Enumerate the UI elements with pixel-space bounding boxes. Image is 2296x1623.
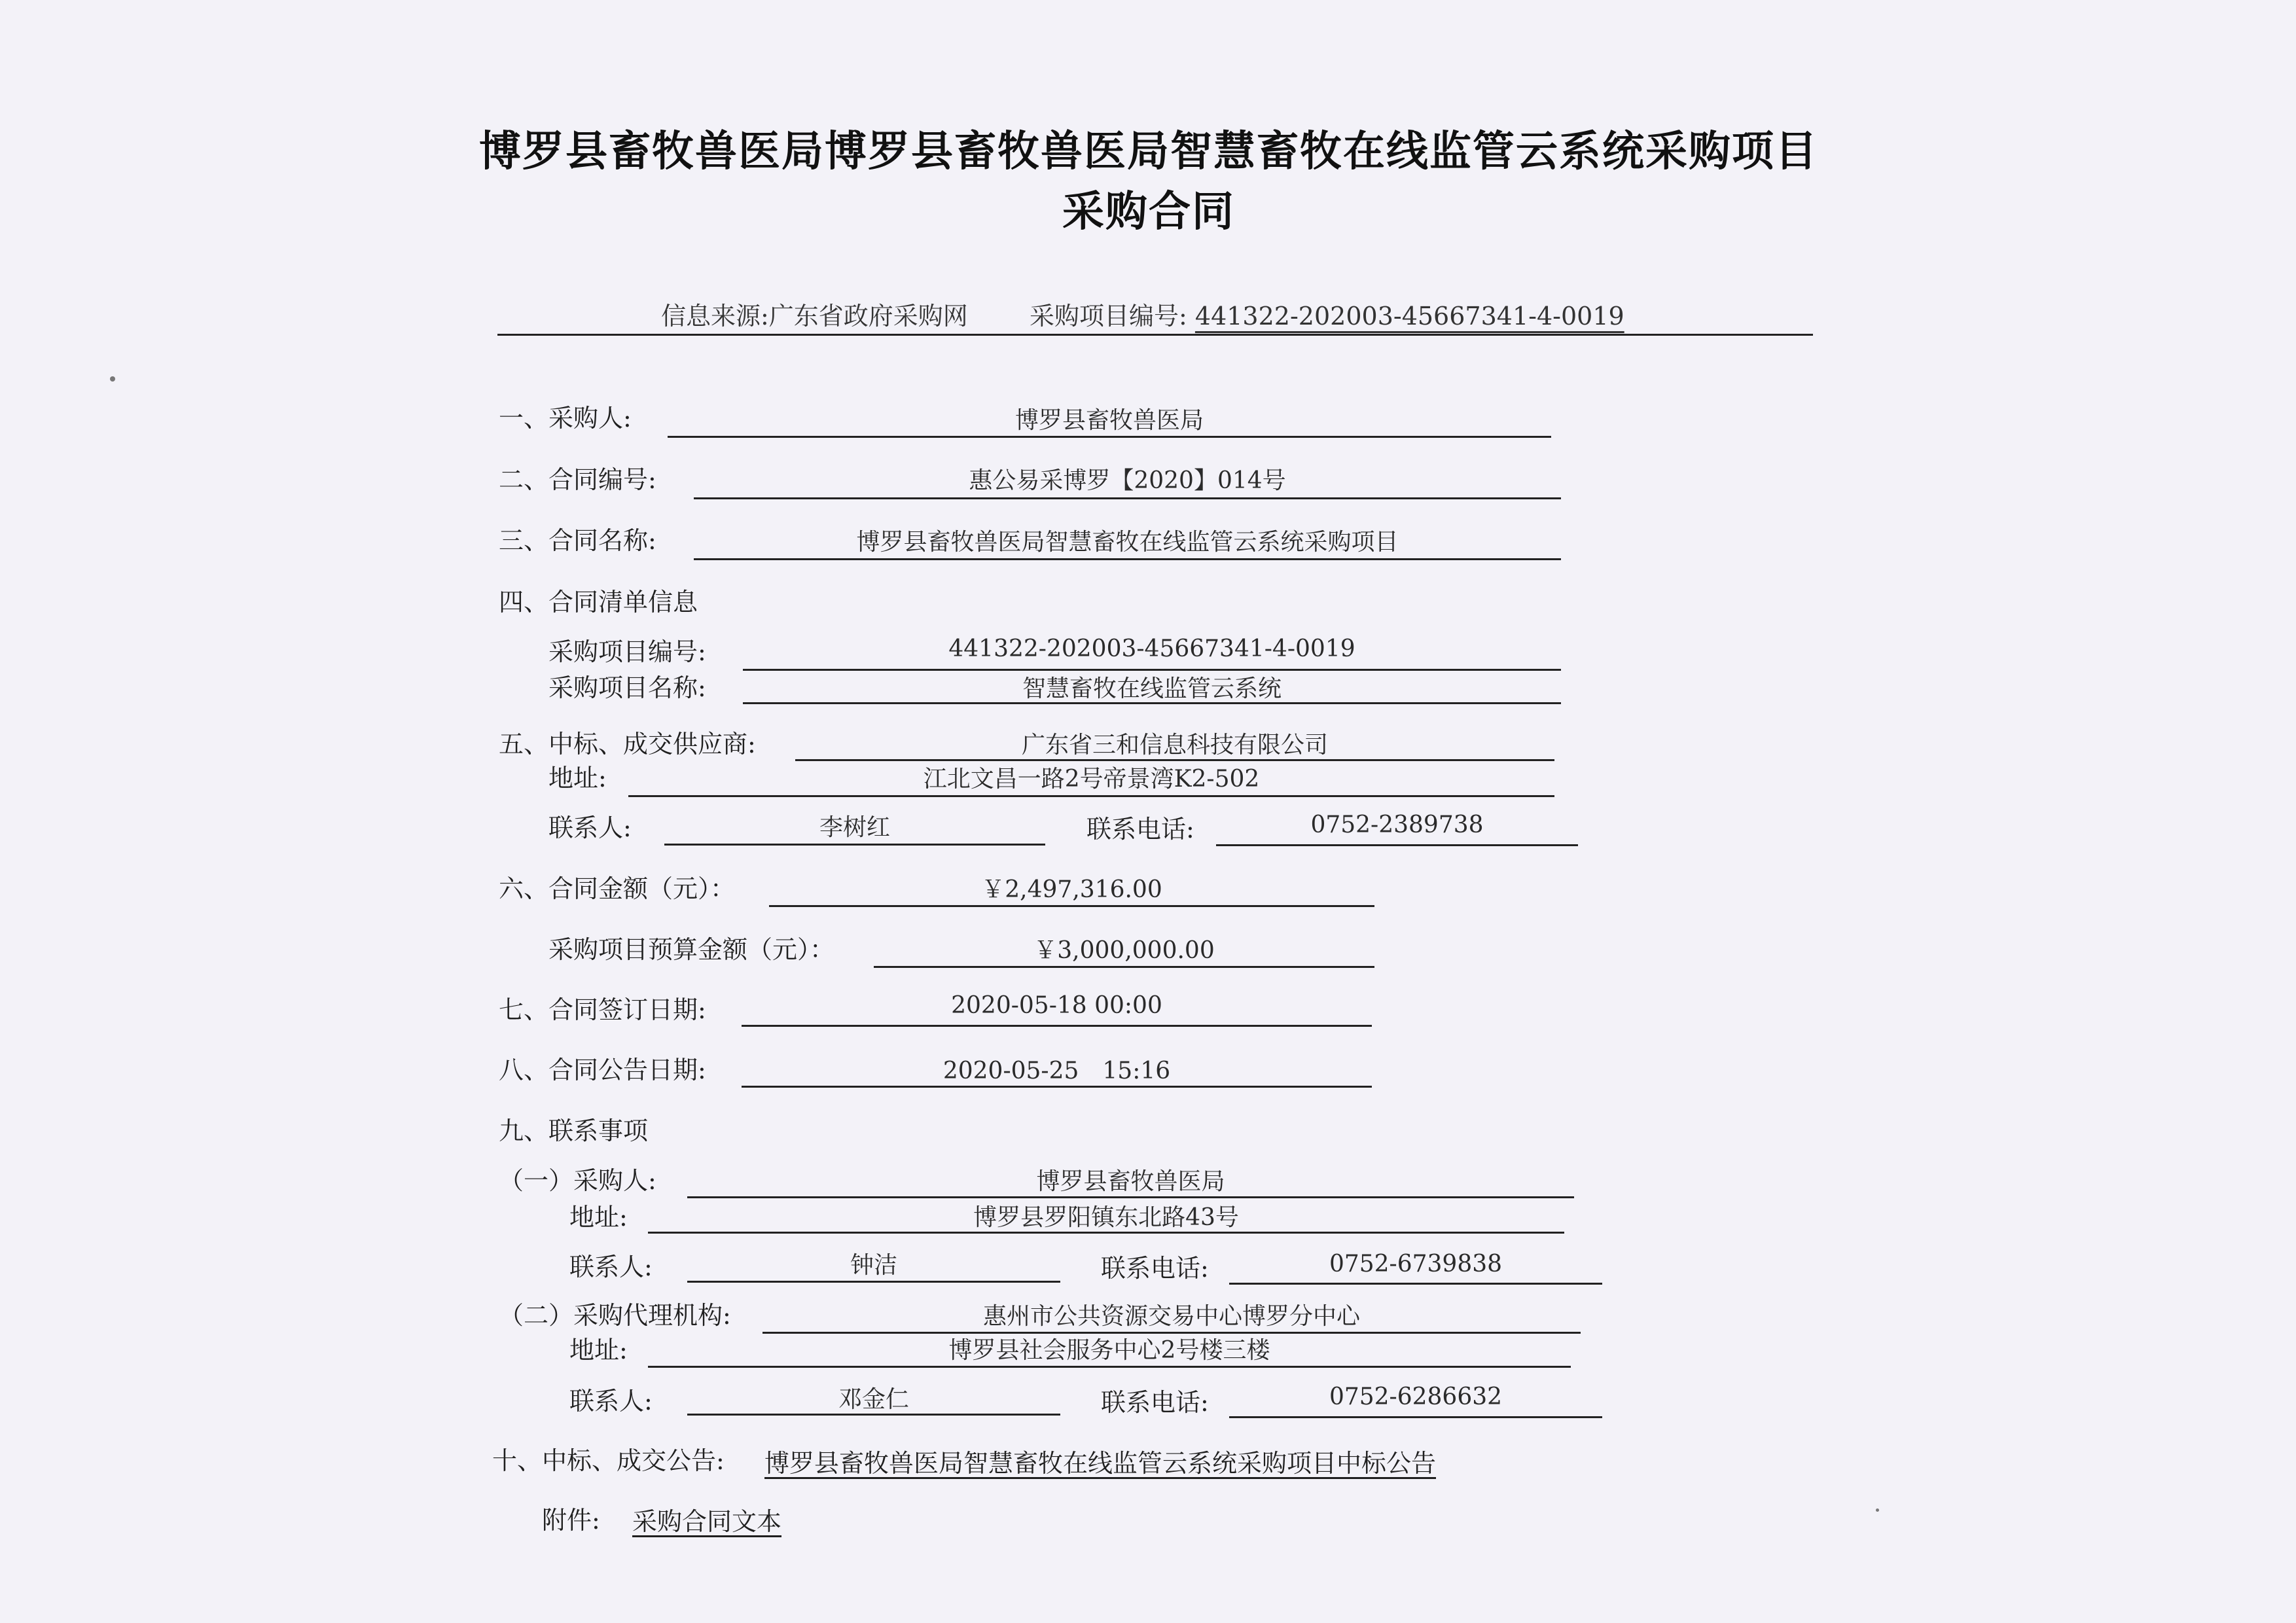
contract-no-underline: [694, 497, 1561, 499]
c1-buyer-label: （一）采购人:: [499, 1166, 656, 1195]
c2-contact-underline: [687, 1414, 1060, 1416]
project-name-underline: [743, 702, 1561, 704]
source-row: [661, 296, 1624, 332]
supplier-address-underline: [628, 795, 1554, 797]
c2-agency-value: 惠州市公共资源交易中心博罗分中心: [982, 1303, 1360, 1330]
header-divider: [497, 334, 1813, 336]
buyer-underline: [668, 436, 1551, 438]
c2-phone-underline: [1229, 1416, 1602, 1418]
c2-contact-label: 联系人:: [569, 1387, 653, 1416]
contacts-heading: 九、联系事项: [499, 1116, 649, 1145]
document-title-line2: 采购合同: [1062, 188, 1235, 236]
c1-contact-value: 钟洁: [850, 1252, 897, 1279]
c2-agency-label: （二）采购代理机构:: [499, 1301, 731, 1330]
c1-address-value: 博罗县罗阳镇东北路43号: [973, 1204, 1239, 1231]
c1-buyer-underline: [687, 1196, 1574, 1198]
supplier-address-label: 地址:: [548, 764, 607, 793]
supplier-phone-value: 0752-2389738: [1310, 812, 1484, 838]
buyer-value: 博罗县畜牧兽医局: [1014, 407, 1204, 434]
source-text: 信息来源:广东省政府采购网: [661, 302, 968, 330]
contract-no-value: 惠公易采博罗【2020】014号: [969, 467, 1286, 494]
sign-date-underline: [742, 1025, 1372, 1027]
c1-phone-label: 联系电话:: [1101, 1254, 1209, 1283]
c1-contact-label: 联系人:: [569, 1253, 653, 1281]
c2-address-value: 博罗县社会服务中心2号楼三楼: [948, 1337, 1270, 1364]
supplier-address-value: 江北文昌一路2号帝景湾K2-502: [923, 766, 1260, 793]
amount-value: ￥2,497,316.00: [981, 876, 1162, 903]
award-notice-label: 十、中标、成交公告:: [492, 1446, 725, 1475]
supplier-phone-label: 联系电话:: [1086, 815, 1194, 844]
project-name-value: 智慧畜牧在线监管云系统: [1022, 675, 1282, 702]
c1-address-underline: [648, 1232, 1564, 1234]
c1-address-label: 地址:: [569, 1203, 628, 1232]
project-code-value: 441322-202003-45667341-4-0019: [1194, 302, 1624, 330]
attachment-link[interactable]: 采购合同文本: [632, 1507, 782, 1536]
supplier-contact-underline: [664, 844, 1045, 846]
c2-phone-value: 0752-6286632: [1329, 1383, 1503, 1410]
contract-name-label: 三、合同名称:: [499, 526, 656, 555]
supplier-contact-label: 联系人:: [548, 813, 632, 842]
buyer-label: 一、采购人:: [499, 404, 632, 433]
budget-value: ￥3,000,000.00: [1033, 937, 1215, 964]
c2-phone-label: 联系电话:: [1101, 1388, 1209, 1417]
document-title-line1: 博罗县畜牧兽医局博罗县畜牧兽医局智慧畜牧在线监管云系统采购项目: [479, 128, 1818, 176]
amount-underline: [769, 905, 1374, 907]
budget-label: 采购项目预算金额（元）：: [548, 935, 835, 964]
supplier-label: 五、中标、成交供应商:: [499, 730, 756, 758]
budget-underline: [874, 966, 1374, 968]
notice-date-underline: [742, 1086, 1372, 1088]
sign-date-label: 七、合同签订日期:: [499, 995, 706, 1024]
c1-phone-value: 0752-6739838: [1329, 1251, 1503, 1277]
amount-label: 六、合同金额（元）：: [499, 874, 736, 903]
contract-name-underline: [694, 558, 1561, 560]
scan-speck: [1876, 1508, 1879, 1512]
project-name-label: 采购项目名称:: [548, 673, 706, 702]
project-no-label: 采购项目编号:: [548, 637, 706, 666]
contract-no-label: 二、合同编号:: [499, 465, 656, 494]
c1-buyer-value: 博罗县畜牧兽医局: [1036, 1168, 1225, 1195]
supplier-contact-value: 李树红: [819, 814, 890, 841]
supplier-value: 广东省三和信息科技有限公司: [1021, 732, 1328, 758]
notice-date-value: 2020-05-25 15:16: [942, 1058, 1171, 1084]
notice-date-label: 八、合同公告日期:: [499, 1056, 706, 1084]
contract-name-value: 博罗县畜牧兽医局智慧畜牧在线监管云系统采购项目: [856, 529, 1399, 556]
c2-address-underline: [648, 1366, 1571, 1368]
c2-contact-value: 邓金仁: [838, 1386, 909, 1413]
award-notice-link[interactable]: 博罗县畜牧兽医局智慧畜牧在线监管云系统采购项目中标公告: [764, 1449, 1437, 1478]
attachment-label: 附件:: [542, 1506, 600, 1535]
scan-speck: [110, 376, 115, 382]
supplier-phone-underline: [1216, 844, 1578, 846]
c2-address-label: 地址:: [569, 1336, 628, 1364]
list-info-heading: 四、合同清单信息: [499, 588, 698, 616]
c1-phone-underline: [1229, 1283, 1602, 1285]
project-code-label: 采购项目编号:: [1030, 302, 1187, 330]
sign-date-value: 2020-05-18 00:00: [951, 992, 1162, 1019]
project-no-value: 441322-202003-45667341-4-0019: [948, 635, 1355, 662]
c1-contact-underline: [687, 1281, 1060, 1283]
